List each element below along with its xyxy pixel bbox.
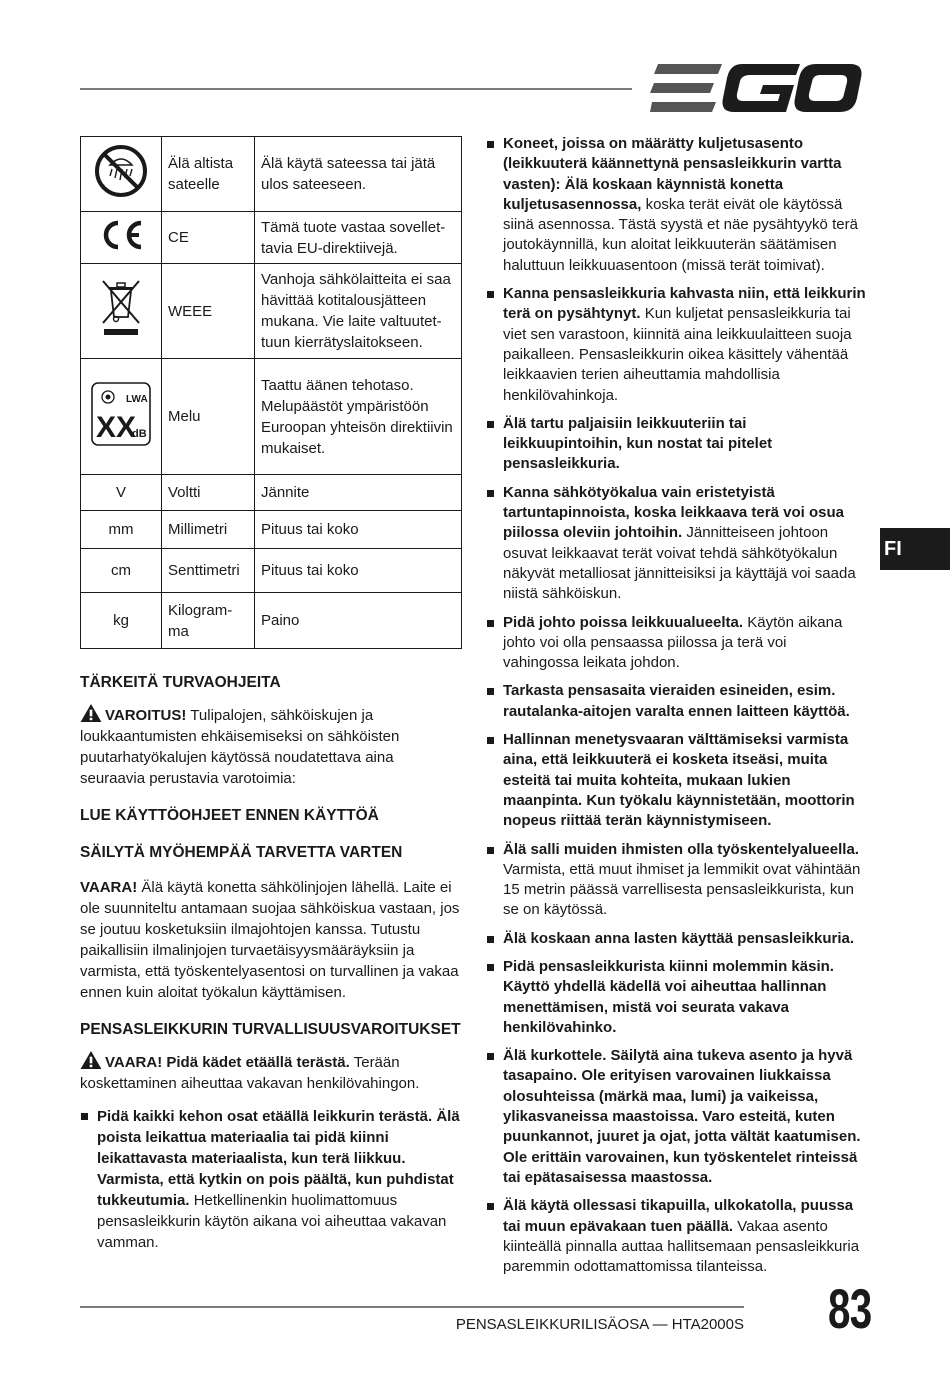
symbol-desc: Taattu äänen tehotaso. Melupäästöt ympäristöön Euroopan yhteisön direktiivin mukaiset.: [255, 359, 462, 475]
symbol-name: CE: [162, 212, 255, 264]
symbol-desc: Tämä tuote vastaa sovellettavia EU-direktiivejä.: [255, 212, 462, 264]
list-item: Älä tartu paljaisiin leikkuuteriin tai leikkuupintoihin, kun nostat tai pitelet pensasleikkuria.: [486, 414, 866, 475]
symbol-name: WEEE: [162, 264, 255, 359]
noise-level-icon: [90, 381, 152, 447]
list-item: Pidä kaikki kehon osat etäällä leikkurin terästä. Älä poista leikattua materiaalia tai pidä kiinni leikattavasta materiaalista, kun terä liikkuu. Varmista, että kytkin on pois päältä, kun puhdistat tukkeutumia. Hetkellinenkin huolimattomuus pensasleikkurin käytön aikana voi aiheuttaa vakavan vamman.: [80, 1106, 462, 1253]
list-item: Koneet, joissa on määrätty kuljetusasento (leikkuuterä käännettynä pensasleikkurin vartta vasten): Älä koskaan käynnistä konetta kuljetusasennossa, koska terät eivät ole käytössä siinä asennossa. Tästä syystä et näe pysähtyykö terä joutokäynnillä, kun aloitat leikkuuterän säätämisen haluttuun leikkuuasentoon (missä terät toimivat).: [486, 134, 866, 276]
warning-paragraph: VAROITUS! Tulipalojen, sähköiskujen ja loukkaantumisten ehkäisemiseksi on sähköisten puutarhatyökalujen käytössä noudatettava aina seuraavia perustavia varotoimia:: [80, 704, 462, 789]
list-item: Kanna pensasleikkuria kahvasta niin, että leikkurin terä on pysähtynyt. Kun kuljetat pensasleikkuria tai viet sen varastoon, kiinnitä aina leikkuulaitteen suoja paikalleen. Pensasleikkurin oikea käsittely vähentää leikkaavien terien aiheuttamia mahdollisia henkilövahinkoja.: [486, 284, 866, 406]
symbol-desc: Jännite: [255, 475, 462, 511]
symbol-desc: Älä käytä sateessa tai jätä ulos sateeseen.: [255, 137, 462, 212]
symbol-desc: Pituus tai koko: [255, 511, 462, 549]
section-heading: LUE KÄYTTÖOHJEET ENNEN KÄYTTÖÄ: [80, 807, 379, 824]
ego-logo: [650, 64, 862, 112]
symbol-name: Millimetri: [162, 511, 255, 549]
unit-symbol: kg: [81, 593, 162, 649]
unit-symbol: V: [81, 475, 162, 511]
symbol-name: Kilogramma: [162, 593, 255, 649]
symbol-desc: Pituus tai koko: [255, 549, 462, 593]
section-heading: SÄILYTÄ MYÖHEMPÄÄ TARVETTA VARTEN: [80, 844, 403, 861]
page-number: 83: [828, 1277, 872, 1340]
table-row: [81, 593, 462, 649]
list-item: Hallinnan menetysvaaran välttämiseksi varmista aina, että leikkuuterä ei kosketa itseäsi, muita esteitä tai muita kohteita, mukaan lukien maanpinta. Kun työkalu käynnistetään, moottorin nopeus riittää terän käynnistymiseen.: [486, 730, 866, 831]
symbol-desc: Vanhoja sähkölaitteita ei saa hävittää kotitalousjätteen mukana. Vie laite valtuutettuun kierrätyslaitokseen.: [255, 264, 462, 359]
header-rule: [80, 88, 632, 90]
table-row: [81, 511, 462, 549]
table-row: [81, 475, 462, 511]
warning-triangle-icon: [80, 1051, 102, 1069]
warning-label: VAROITUS!: [105, 707, 187, 724]
table-row: [81, 137, 462, 212]
symbol-name: Senttimetri: [162, 549, 255, 593]
right-column: [486, 134, 866, 1285]
svg-text:XX: XX: [96, 410, 137, 444]
table-row: [81, 549, 462, 593]
svg-text:dB: dB: [132, 427, 147, 440]
no-rain-icon: [93, 143, 149, 199]
ce-mark-icon: [97, 218, 145, 252]
unit-symbol: cm: [81, 549, 162, 593]
symbol-desc: Paino: [255, 593, 462, 649]
danger-label: VAARA!: [80, 879, 138, 896]
symbol-name: Älä altista sateelle: [162, 137, 255, 212]
section-heading: TÄRKEITÄ TURVAOHJEITA: [80, 674, 281, 691]
footer-title: PENSASLEIKKURILISÄOSA — HTA2000S: [455, 1316, 744, 1333]
list-item: Älä kurkottele. Säilytä aina tukeva asento ja hyvä tasapaino. Ole erityisen varovainen liukkaissa olosuhteissa (märkä maa, lumi) ja vaikeissa, ylikasvaneissa maastoissa. Varo esteitä, kuten puunkannot, juuret ja ojat, jotta vältät kaatumisen. Ole erittäin varovainen, kun työskentelet rinteissä tai epätasaisessa maastossa.: [486, 1046, 866, 1188]
symbol-name: Voltti: [162, 475, 255, 511]
list-item: Kanna sähkötyökalua vain eristetyistä tartuntapinnoista, koska leikkaava terä voi osua piilossa oleviin johtoihin. Jännitteiseen johtoon osuvat leikkaavat terät voivat tehdä sähkötyökalun näkyvät metalliosat jännitteisiksi ja käyttäjä voi saada niistä sähköiskun.: [486, 483, 866, 605]
symbols-table: [80, 136, 462, 649]
language-tab: FI: [880, 528, 950, 570]
list-item: Älä salli muiden ihmisten olla työskentelyalueella. Varmista, että muut ihmiset ja lemmikit ovat vähintään 15 metrin päässä varrellisesta pensasleikkurista, kun se on käytössä.: [486, 840, 866, 921]
list-item: Älä käytä ollessasi tikapuilla, ulkokatolla, puussa tai muun epävakaan tuen päällä. Vakaa asento kiinteällä pinnalla auttaa hallitsemaan pensasleikkuria paremmin odottamattomissa tilanteissa.: [486, 1196, 866, 1277]
weee-bin-icon: [99, 277, 143, 339]
table-row: [81, 212, 462, 264]
danger-label: VAARA!: [105, 1054, 163, 1071]
symbol-name: Melu: [162, 359, 255, 475]
warning-triangle-icon: [80, 704, 102, 722]
danger-paragraph: VAARA! Pidä kädet etäällä terästä. Terään koskettaminen aiheuttaa vakavan henkilövahingon.: [80, 1051, 462, 1094]
danger-paragraph: VAARA! Älä käytä konetta sähkölinjojen lähellä. Laite ei ole suunniteltu antamaan suojaa sähköiskua vastaan, jos se joutuu kosketuksiin ilmajohtojen kanssa. Tutustu paikallisiin ilmalinjojen turvaetäisyysmääräyksiin ja varmista, että työskentelyasentosi on turvallinen ja vakaa ennen kuin aloitat työkalun käyttämisen.: [80, 879, 460, 1001]
footer-rule: [80, 1306, 744, 1308]
table-row: [81, 359, 462, 475]
left-column: [80, 672, 462, 1253]
unit-symbol: mm: [81, 511, 162, 549]
list-item: Älä koskaan anna lasten käyttää pensasleikkuria.: [486, 929, 866, 949]
svg-text:LWA: LWA: [126, 393, 148, 405]
list-item: Pidä pensasleikkurista kiinni molemmin käsin. Käyttö yhdellä kädellä voi aiheuttaa hallinnan menettämisen, mistä voi seurata vakava henkilövahinko.: [486, 957, 866, 1038]
section-heading: PENSASLEIKKURIN TURVALLISUUSVAROITUKSET: [80, 1021, 461, 1038]
table-row: [81, 264, 462, 359]
list-item: Pidä johto poissa leikkuualueelta. Käytön aikana johto voi olla pensaassa piilossa ja terä voi vahingossa leikata johdon.: [486, 613, 866, 674]
list-item: Tarkasta pensasaita vieraiden esineiden, esim. rautalanka-aitojen varalta ennen laitteen käyttöä.: [486, 681, 866, 722]
